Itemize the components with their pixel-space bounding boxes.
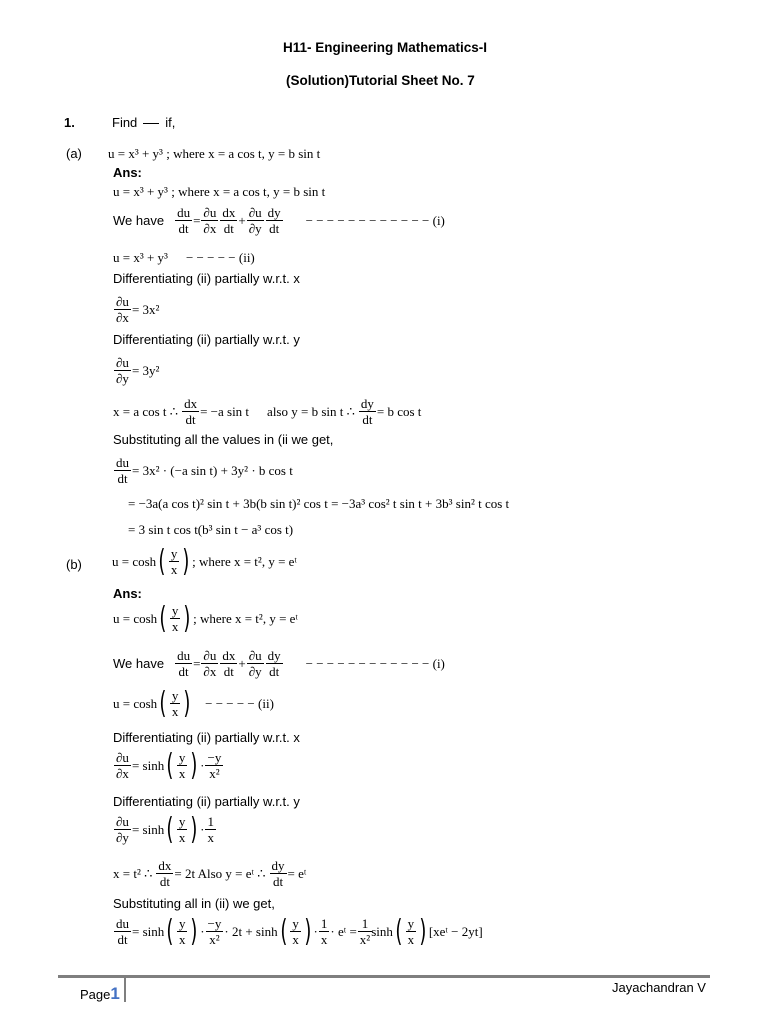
document-subtitle: (Solution)Tutorial Sheet No. 7 [286, 73, 475, 88]
derivative-placeholder [143, 123, 159, 124]
part-b-dudx: $\frac{\partial u}{\partial x}$ = sinh ( $\frac{y}{x}$ ) · $\frac{-y}{\text{x²}}$ [116, 747, 222, 783]
part-a-label: (a) [66, 146, 82, 161]
part-a-statement: u = x³ + y³ ; where x = a cos t, y = b sin t [108, 146, 321, 161]
part-a-diff-y: Differentiating (ii) partially w.r.t. y [113, 332, 300, 347]
question-number: 1. [64, 115, 75, 130]
part-a-eq-ii: u = x³ + y³ − − − − − (ii) [113, 250, 255, 265]
part-b-ans: Ans: [113, 586, 142, 601]
part-b-label: (b) [66, 557, 82, 572]
part-a-diff-x: Differentiating (ii) partially w.r.t. x [113, 271, 300, 286]
part-a-chain-rule: We have $\frac{du}{dt}$ = $\frac{\partial u}{\partial x}$ $\frac{dx}{dt}$ + $\frac{\partial u}{\partial y}$ $\frac{dy}{dt}$ − − − − − − − − − − − − (i) [113, 205, 445, 236]
part-a-dudy: $\frac{\partial u}{\partial y}$ = 3y² [116, 355, 160, 386]
part-a-restate: u = x³ + y³ ; where x = a cos t, y = b sin t [113, 184, 326, 199]
part-a-result-line-3: = 3 sin t cos t(b³ sin t − a³ cos t) [128, 522, 294, 537]
part-b-diff-x: Differentiating (ii) partially w.r.t. x [113, 730, 300, 745]
part-b-final-result: $\frac{du}{dt}$ = sinh ( $\frac{y}{x}$ ) · $\frac{-y}{\text{x²}}$ · 2t + sinh ( $\frac{y}{x}$ ) · $\frac{1}{x}$ · eᵗ = $\frac{1}{\text{x²}}$ sinh ( $\frac{y}{x}$ ) [xeᵗ − 2yt] [116, 913, 483, 949]
author-name: Jayachandran V [612, 980, 706, 995]
page-number: 1 [110, 984, 120, 1003]
left-paren: ( [158, 543, 166, 579]
part-a-ans: Ans: [113, 165, 142, 180]
page-indicator: Page1 [80, 984, 120, 1003]
question-prompt: Find if, [112, 115, 176, 130]
part-a-result-line-2: = −3a(a cos t)² sin t + 3b(b sin t)² cos t = −3a³ cos² t sin t + 3b³ sin² t cos t [128, 496, 510, 511]
footer-divider [124, 978, 126, 1002]
part-b-derivatives: x = t² ∴ $\frac{dx}{dt}$ = 2t Also y = eᵗ ∴ $\frac{dy}{dt}$ = eᵗ [113, 858, 307, 889]
footer-rule [58, 975, 710, 978]
part-a-derivatives: x = a cos t ∴ $\frac{dx}{dt}$ = −a sin t also y = b sin t ∴ $\frac{dy}{dt}$ = b cos t [113, 396, 422, 427]
part-b-restate: u = cosh ( $\frac{y}{x}$ ) ; where x = t², y = eᵗ [113, 600, 298, 636]
part-b-statement: u = cosh ( $\frac{y}{x}$ ) ; where x = t², y = eᵗ [112, 543, 297, 579]
part-a-result-line-1: $\frac{du}{dt}$ = 3x² · (−a sin t) + 3y² · b cos t [116, 455, 293, 486]
part-b-chain-rule: We have $\frac{du}{dt}$ = $\frac{\partial u}{\partial x}$ $\frac{dx}{dt}$ + $\frac{\partial u}{\partial y}$ $\frac{dy}{dt}$ − − − − − − − − − − − − (i) [113, 648, 445, 679]
part-a-dudx: $\frac{\partial u}{\partial x}$ = 3x² [116, 294, 160, 325]
part-a-substituting: Substituting all the values in (ii we get, [113, 432, 334, 447]
part-b-diff-y: Differentiating (ii) partially w.r.t. y [113, 794, 300, 809]
right-paren: ) [182, 543, 190, 579]
part-b-dudy: $\frac{\partial u}{\partial y}$ = sinh ( $\frac{y}{x}$ ) · $\frac{1}{x}$ [116, 811, 214, 847]
document-title: H11- Engineering Mathematics-I [283, 40, 488, 55]
part-b-substituting: Substituting all in (ii) we get, [113, 896, 275, 911]
part-b-eq-ii: u = cosh ( $\frac{y}{x}$ ) − − − − − (ii) [113, 685, 274, 721]
